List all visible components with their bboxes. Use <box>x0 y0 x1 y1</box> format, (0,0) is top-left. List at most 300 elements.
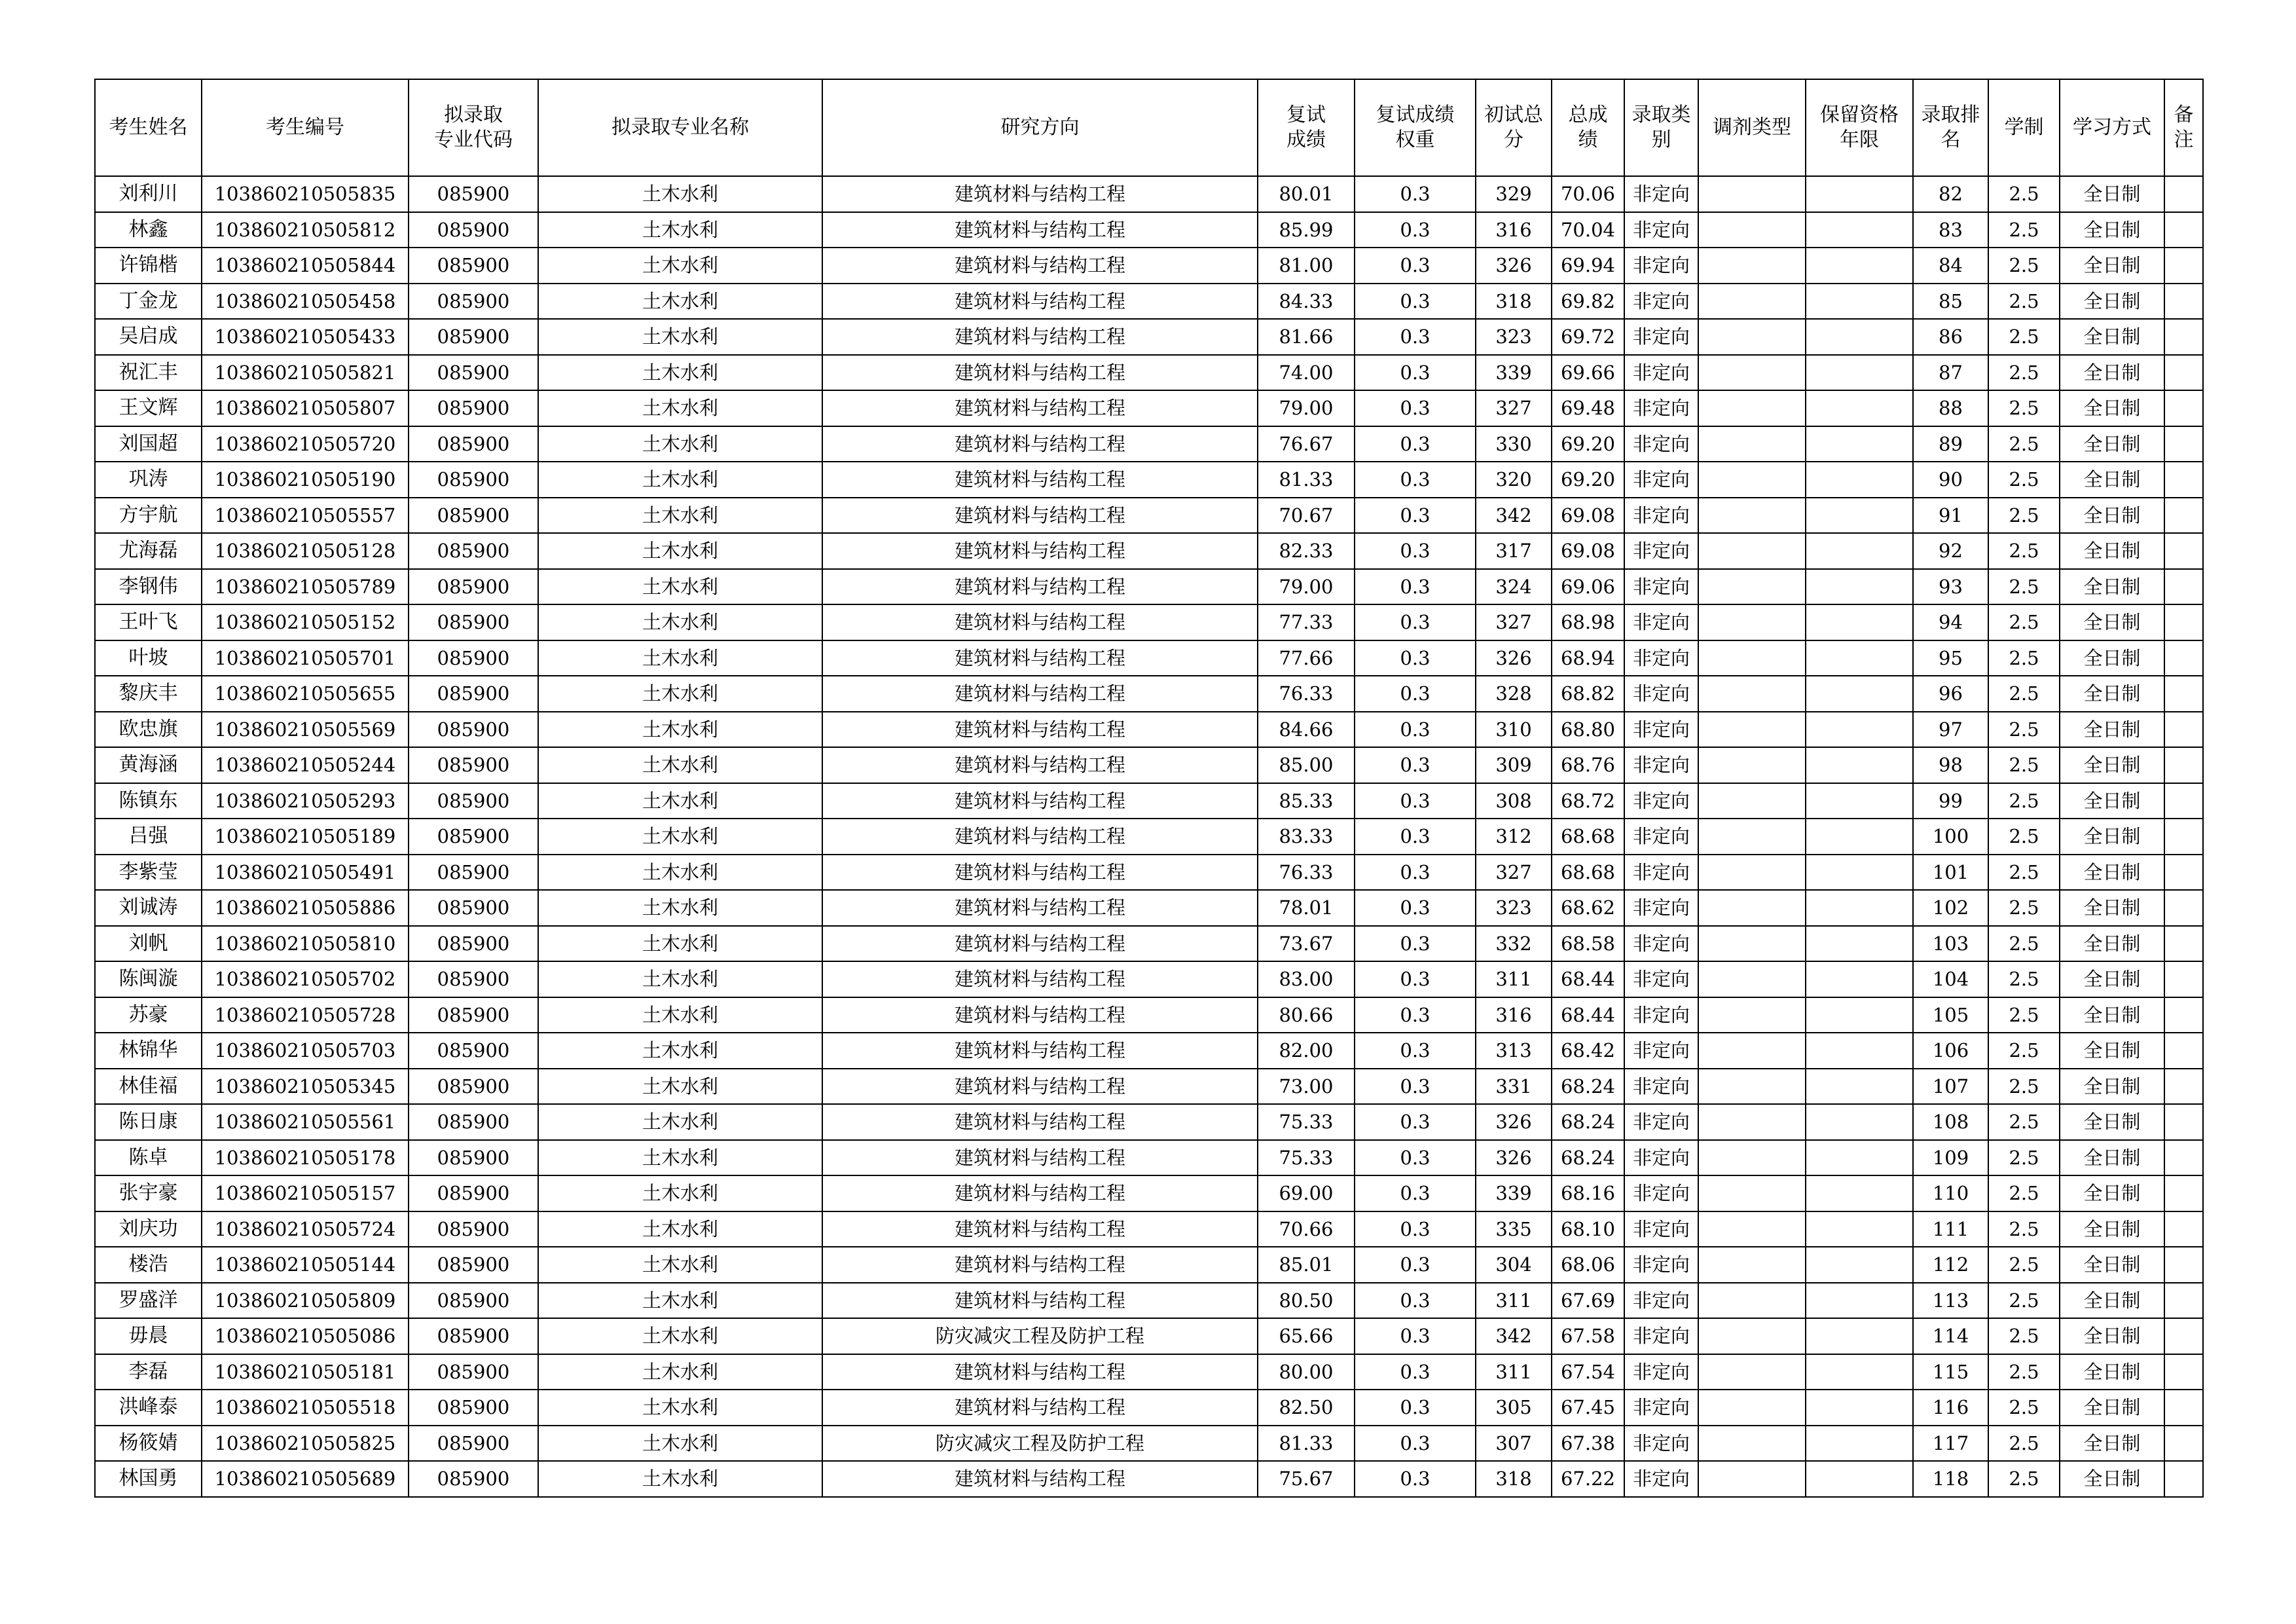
table-cell: 非定向 <box>1624 1318 1698 1354</box>
table-cell: 342 <box>1476 498 1552 534</box>
table-cell: 非定向 <box>1624 783 1698 819</box>
table-cell: 非定向 <box>1624 747 1698 783</box>
table-cell: 68.72 <box>1552 783 1624 819</box>
table-cell: 085900 <box>409 248 538 284</box>
table-cell <box>1698 1390 1806 1426</box>
table-cell: 085900 <box>409 1390 538 1426</box>
table-cell: 085900 <box>409 1140 538 1176</box>
header-cell: 考生姓名 <box>95 79 202 176</box>
table-cell: 68.80 <box>1552 712 1624 748</box>
table-cell: 非定向 <box>1624 1390 1698 1426</box>
table-cell: 085900 <box>409 1426 538 1462</box>
table-cell: 75.33 <box>1258 1140 1355 1176</box>
table-cell: 328 <box>1476 676 1552 712</box>
table-cell: 0.3 <box>1355 319 1476 355</box>
table-cell: 84 <box>1913 248 1988 284</box>
table-cell: 全日制 <box>2060 390 2164 426</box>
table-cell: 304 <box>1476 1247 1552 1283</box>
table-cell: 非定向 <box>1624 676 1698 712</box>
table-cell: 刘国超 <box>95 426 202 462</box>
table-cell: 324 <box>1476 569 1552 605</box>
table-cell <box>1806 248 1913 284</box>
table-cell: 89 <box>1913 426 1988 462</box>
table-cell <box>2164 1175 2203 1211</box>
table-cell: 全日制 <box>2060 926 2164 962</box>
table-cell: 68.06 <box>1552 1247 1624 1283</box>
table-cell: 323 <box>1476 890 1552 926</box>
table-cell <box>2164 1461 2203 1497</box>
table-cell: 085900 <box>409 640 538 676</box>
table-cell: 69.72 <box>1552 319 1624 355</box>
table-cell: 陈日康 <box>95 1104 202 1140</box>
table-cell: 叶坡 <box>95 640 202 676</box>
table-cell: 2.5 <box>1988 676 2060 712</box>
table-cell: 王文辉 <box>95 390 202 426</box>
table-cell: 85.33 <box>1258 783 1355 819</box>
table-cell: 非定向 <box>1624 1283 1698 1319</box>
table-cell: 非定向 <box>1624 498 1698 534</box>
table-cell <box>1806 533 1913 569</box>
table-cell <box>2164 890 2203 926</box>
table-cell: 苏豪 <box>95 997 202 1033</box>
table-row <box>95 1426 2203 1462</box>
table-cell: 085900 <box>409 426 538 462</box>
table-cell: 115 <box>1913 1354 1988 1390</box>
table-cell: 土木水利 <box>538 712 822 748</box>
table-cell: 87 <box>1913 355 1988 391</box>
header-cell: 复试 成绩 <box>1258 79 1355 176</box>
table-cell: 非定向 <box>1624 1426 1698 1462</box>
table-cell <box>1698 819 1806 855</box>
table-cell: 65.66 <box>1258 1318 1355 1354</box>
table-cell: 085900 <box>409 961 538 997</box>
table-cell: 103860210505821 <box>202 355 409 391</box>
table-cell: 83.33 <box>1258 819 1355 855</box>
table-cell: 建筑材料与结构工程 <box>822 176 1258 212</box>
table-cell: 土木水利 <box>538 533 822 569</box>
table-cell: 2.5 <box>1988 1175 2060 1211</box>
table-cell: 085900 <box>409 569 538 605</box>
table-cell <box>2164 961 2203 997</box>
table-cell <box>1698 961 1806 997</box>
table-cell: 非定向 <box>1624 1140 1698 1176</box>
table-cell: 非定向 <box>1624 961 1698 997</box>
table-cell: 土木水利 <box>538 890 822 926</box>
table-cell: 土木水利 <box>538 997 822 1033</box>
table-cell: 316 <box>1476 212 1552 248</box>
table-cell: 建筑材料与结构工程 <box>822 1354 1258 1390</box>
table-cell: 68.24 <box>1552 1069 1624 1105</box>
table-cell <box>2164 1140 2203 1176</box>
table-cell: 0.3 <box>1355 926 1476 962</box>
table-cell: 68.44 <box>1552 997 1624 1033</box>
header-cell: 录取类 别 <box>1624 79 1698 176</box>
table-cell: 全日制 <box>2060 890 2164 926</box>
header-cell: 考生编号 <box>202 79 409 176</box>
table-cell: 土木水利 <box>538 1461 822 1497</box>
table-cell: 103860210505886 <box>202 890 409 926</box>
table-row <box>95 1104 2203 1140</box>
table-cell: 非定向 <box>1624 569 1698 605</box>
table-cell: 69.20 <box>1552 426 1624 462</box>
table-cell: 2.5 <box>1988 390 2060 426</box>
table-cell: 2.5 <box>1988 604 2060 640</box>
header-cell: 研究方向 <box>822 79 1258 176</box>
table-cell: 106 <box>1913 1033 1988 1069</box>
table-cell <box>1806 1069 1913 1105</box>
table-cell: 69.08 <box>1552 533 1624 569</box>
table-cell: 全日制 <box>2060 1247 2164 1283</box>
table-cell: 陈镇东 <box>95 783 202 819</box>
table-cell: 104 <box>1913 961 1988 997</box>
table-cell: 67.38 <box>1552 1426 1624 1462</box>
table-cell <box>1806 1247 1913 1283</box>
table-row <box>95 1283 2203 1319</box>
table-cell <box>1806 1426 1913 1462</box>
table-cell: 80.01 <box>1258 176 1355 212</box>
table-cell <box>1698 1211 1806 1247</box>
table-cell: 全日制 <box>2060 1104 2164 1140</box>
table-cell <box>2164 1211 2203 1247</box>
table-cell: 342 <box>1476 1318 1552 1354</box>
table-cell: 非定向 <box>1624 1069 1698 1105</box>
table-cell <box>2164 712 2203 748</box>
table-cell: 全日制 <box>2060 533 2164 569</box>
table-cell <box>1806 569 1913 605</box>
table-cell: 建筑材料与结构工程 <box>822 462 1258 498</box>
table-cell: 103860210505569 <box>202 712 409 748</box>
table-cell: 2.5 <box>1988 498 2060 534</box>
table-cell: 0.3 <box>1355 248 1476 284</box>
table-cell: 土木水利 <box>538 426 822 462</box>
table-cell: 103860210505809 <box>202 1283 409 1319</box>
table-cell: 2.5 <box>1988 1426 2060 1462</box>
table-cell: 085900 <box>409 1318 538 1354</box>
table-cell: 刘帆 <box>95 926 202 962</box>
table-cell: 313 <box>1476 1033 1552 1069</box>
table-cell: 非定向 <box>1624 1247 1698 1283</box>
table-cell: 2.5 <box>1988 640 2060 676</box>
table-cell: 085900 <box>409 1069 538 1105</box>
table-cell <box>1698 1140 1806 1176</box>
table-cell: 2.5 <box>1988 1354 2060 1390</box>
table-cell: 刘庆功 <box>95 1211 202 1247</box>
table-cell: 全日制 <box>2060 604 2164 640</box>
table-cell: 110 <box>1913 1175 1988 1211</box>
table-cell: 非定向 <box>1624 1211 1698 1247</box>
table-cell: 建筑材料与结构工程 <box>822 1104 1258 1140</box>
table-cell: 68.62 <box>1552 890 1624 926</box>
table-row <box>95 390 2203 426</box>
table-cell: 土木水利 <box>538 1104 822 1140</box>
table-cell: 105 <box>1913 997 1988 1033</box>
table-cell: 全日制 <box>2060 1140 2164 1176</box>
table-cell <box>1698 355 1806 391</box>
table-cell: 67.54 <box>1552 1354 1624 1390</box>
table-cell: 2.5 <box>1988 747 2060 783</box>
table-cell: 326 <box>1476 640 1552 676</box>
table-cell: 317 <box>1476 533 1552 569</box>
table-cell: 土木水利 <box>538 1354 822 1390</box>
table-cell: 李磊 <box>95 1354 202 1390</box>
table-cell <box>1806 997 1913 1033</box>
table-cell: 311 <box>1476 1354 1552 1390</box>
table-cell <box>2164 176 2203 212</box>
table-cell: 085900 <box>409 1211 538 1247</box>
table-cell: 309 <box>1476 747 1552 783</box>
table-cell <box>1806 390 1913 426</box>
table-cell: 109 <box>1913 1140 1988 1176</box>
table-cell: 085900 <box>409 176 538 212</box>
table-cell: 2.5 <box>1988 819 2060 855</box>
table-cell: 103860210505720 <box>202 426 409 462</box>
header-cell: 总成 绩 <box>1552 79 1624 176</box>
table-cell: 方宇航 <box>95 498 202 534</box>
table-cell: 土木水利 <box>538 1140 822 1176</box>
table-cell: 非定向 <box>1624 462 1698 498</box>
table-cell: 103860210505152 <box>202 604 409 640</box>
table-cell: 0.3 <box>1355 997 1476 1033</box>
table-cell: 67.45 <box>1552 1390 1624 1426</box>
table-cell: 67.58 <box>1552 1318 1624 1354</box>
table-cell: 83 <box>1913 212 1988 248</box>
table-row <box>95 676 2203 712</box>
table-cell: 2.5 <box>1988 997 2060 1033</box>
table-cell: 68.68 <box>1552 855 1624 891</box>
table-cell: 68.98 <box>1552 604 1624 640</box>
table-row <box>95 248 2203 284</box>
table-cell: 欧忠旗 <box>95 712 202 748</box>
table-cell: 非定向 <box>1624 712 1698 748</box>
table-cell: 2.5 <box>1988 319 2060 355</box>
table-cell: 全日制 <box>2060 462 2164 498</box>
table-cell: 311 <box>1476 1283 1552 1319</box>
table-cell: 085900 <box>409 1247 538 1283</box>
table-cell: 0.3 <box>1355 712 1476 748</box>
table-cell: 68.42 <box>1552 1033 1624 1069</box>
table-cell: 建筑材料与结构工程 <box>822 1461 1258 1497</box>
table-cell: 085900 <box>409 1175 538 1211</box>
table-cell: 103860210505844 <box>202 248 409 284</box>
table-cell <box>1698 1354 1806 1390</box>
table-cell <box>2164 319 2203 355</box>
table-cell: 全日制 <box>2060 355 2164 391</box>
table-cell: 建筑材料与结构工程 <box>822 212 1258 248</box>
table-cell: 0.3 <box>1355 533 1476 569</box>
table-cell: 全日制 <box>2060 1033 2164 1069</box>
table-cell: 0.3 <box>1355 1318 1476 1354</box>
table-cell: 103860210505190 <box>202 462 409 498</box>
table-cell: 2.5 <box>1988 961 2060 997</box>
table-cell: 0.3 <box>1355 1140 1476 1176</box>
table-cell: 土木水利 <box>538 1247 822 1283</box>
table-cell <box>1806 212 1913 248</box>
table-cell <box>1806 176 1913 212</box>
table-cell: 0.3 <box>1355 604 1476 640</box>
table-cell: 103860210505244 <box>202 747 409 783</box>
table-cell: 全日制 <box>2060 284 2164 320</box>
table-cell: 68.10 <box>1552 1211 1624 1247</box>
table-cell <box>2164 676 2203 712</box>
table-cell <box>1806 819 1913 855</box>
table-cell <box>1698 640 1806 676</box>
table-cell: 112 <box>1913 1247 1988 1283</box>
table-cell: 69.82 <box>1552 284 1624 320</box>
table-cell: 2.5 <box>1988 783 2060 819</box>
table-cell: 103860210505518 <box>202 1390 409 1426</box>
table-cell: 2.5 <box>1988 1104 2060 1140</box>
table-cell: 318 <box>1476 1461 1552 1497</box>
table-row <box>95 533 2203 569</box>
table-cell: 2.5 <box>1988 533 2060 569</box>
table-cell: 土木水利 <box>538 1318 822 1354</box>
table-cell <box>1698 1283 1806 1319</box>
table-cell: 0.3 <box>1355 569 1476 605</box>
table-cell: 祝汇丰 <box>95 355 202 391</box>
table-cell: 建筑材料与结构工程 <box>822 390 1258 426</box>
table-row <box>95 747 2203 783</box>
header-cell: 保留资格 年限 <box>1806 79 1913 176</box>
table-cell: 全日制 <box>2060 676 2164 712</box>
table-cell: 69.06 <box>1552 569 1624 605</box>
table-cell <box>1806 640 1913 676</box>
table-cell <box>2164 1104 2203 1140</box>
table-cell: 非定向 <box>1624 855 1698 891</box>
table-cell: 80.00 <box>1258 1354 1355 1390</box>
table-cell: 085900 <box>409 1283 538 1319</box>
table-cell: 0.3 <box>1355 390 1476 426</box>
table-cell: 土木水利 <box>538 1211 822 1247</box>
table-row <box>95 212 2203 248</box>
table-cell: 建筑材料与结构工程 <box>822 569 1258 605</box>
table-cell: 0.3 <box>1355 1283 1476 1319</box>
table-cell <box>1806 426 1913 462</box>
table-cell: 土木水利 <box>538 676 822 712</box>
table-cell: 建筑材料与结构工程 <box>822 1390 1258 1426</box>
table-row <box>95 1461 2203 1497</box>
table-row <box>95 997 2203 1033</box>
table-cell: 林鑫 <box>95 212 202 248</box>
table-cell: 82 <box>1913 176 1988 212</box>
table-cell <box>1698 783 1806 819</box>
table-cell: 建筑材料与结构工程 <box>822 1283 1258 1319</box>
table-cell: 103860210505144 <box>202 1247 409 1283</box>
table-cell: 建筑材料与结构工程 <box>822 1175 1258 1211</box>
table-cell: 0.3 <box>1355 1033 1476 1069</box>
table-cell: 103860210505157 <box>202 1175 409 1211</box>
table-cell: 全日制 <box>2060 783 2164 819</box>
table-cell: 全日制 <box>2060 498 2164 534</box>
table-cell <box>2164 426 2203 462</box>
table-cell: 103860210505189 <box>202 819 409 855</box>
table-row <box>95 783 2203 819</box>
table-cell: 307 <box>1476 1426 1552 1462</box>
table-cell <box>1698 390 1806 426</box>
table-cell: 土木水利 <box>538 961 822 997</box>
table-cell: 76.33 <box>1258 676 1355 712</box>
table-cell: 2.5 <box>1988 1283 2060 1319</box>
table-cell: 68.76 <box>1552 747 1624 783</box>
table-cell: 103860210505491 <box>202 855 409 891</box>
table-cell: 土木水利 <box>538 1426 822 1462</box>
table-cell: 全日制 <box>2060 1069 2164 1105</box>
table-cell: 0.3 <box>1355 355 1476 391</box>
table-cell: 085900 <box>409 926 538 962</box>
table-row <box>95 819 2203 855</box>
table-cell: 76.33 <box>1258 855 1355 891</box>
table-cell <box>2164 819 2203 855</box>
admission-table <box>94 79 2204 1498</box>
table-cell: 339 <box>1476 1175 1552 1211</box>
table-body <box>95 176 2203 1497</box>
table-cell: 全日制 <box>2060 1211 2164 1247</box>
header-cell: 备 注 <box>2164 79 2203 176</box>
table-cell <box>2164 355 2203 391</box>
table-cell: 建筑材料与结构工程 <box>822 319 1258 355</box>
table-cell: 建筑材料与结构工程 <box>822 961 1258 997</box>
table-row <box>95 284 2203 320</box>
table-cell: 2.5 <box>1988 212 2060 248</box>
table-cell: 68.24 <box>1552 1104 1624 1140</box>
table-cell: 103860210505702 <box>202 961 409 997</box>
table-cell: 2.5 <box>1988 1461 2060 1497</box>
table-cell: 326 <box>1476 1140 1552 1176</box>
table-cell <box>2164 997 2203 1033</box>
table-cell: 329 <box>1476 176 1552 212</box>
table-row <box>95 1033 2203 1069</box>
table-cell: 103860210505701 <box>202 640 409 676</box>
table-cell: 114 <box>1913 1318 1988 1354</box>
table-cell: 0.3 <box>1355 676 1476 712</box>
table-cell: 2.5 <box>1988 426 2060 462</box>
table-cell: 土木水利 <box>538 1175 822 1211</box>
table-cell: 非定向 <box>1624 640 1698 676</box>
table-cell: 建筑材料与结构工程 <box>822 712 1258 748</box>
table-cell: 312 <box>1476 819 1552 855</box>
table-cell: 建筑材料与结构工程 <box>822 676 1258 712</box>
table-cell <box>1806 676 1913 712</box>
table-cell: 非定向 <box>1624 319 1698 355</box>
table-cell: 全日制 <box>2060 819 2164 855</box>
table-cell: 085900 <box>409 1354 538 1390</box>
table-row <box>95 1318 2203 1354</box>
table-cell: 防灾减灾工程及防护工程 <box>822 1426 1258 1462</box>
table-cell: 0.3 <box>1355 426 1476 462</box>
table-cell: 085900 <box>409 212 538 248</box>
table-cell <box>2164 855 2203 891</box>
table-cell: 土木水利 <box>538 1069 822 1105</box>
header-cell: 初试总 分 <box>1476 79 1552 176</box>
table-cell <box>1698 676 1806 712</box>
table-cell <box>1806 712 1913 748</box>
table-cell: 全日制 <box>2060 1426 2164 1462</box>
table-cell: 全日制 <box>2060 212 2164 248</box>
table-cell <box>1698 1318 1806 1354</box>
table-cell: 113 <box>1913 1283 1988 1319</box>
table-row <box>95 640 2203 676</box>
table-cell: 丁金龙 <box>95 284 202 320</box>
table-cell: 69.20 <box>1552 462 1624 498</box>
table-cell: 2.5 <box>1988 462 2060 498</box>
table-cell: 楼浩 <box>95 1247 202 1283</box>
table-cell: 建筑材料与结构工程 <box>822 997 1258 1033</box>
table-cell <box>2164 1426 2203 1462</box>
table-cell: 非定向 <box>1624 426 1698 462</box>
table-cell <box>1698 1069 1806 1105</box>
table-cell <box>1698 712 1806 748</box>
table-cell <box>2164 462 2203 498</box>
table-cell: 085900 <box>409 533 538 569</box>
